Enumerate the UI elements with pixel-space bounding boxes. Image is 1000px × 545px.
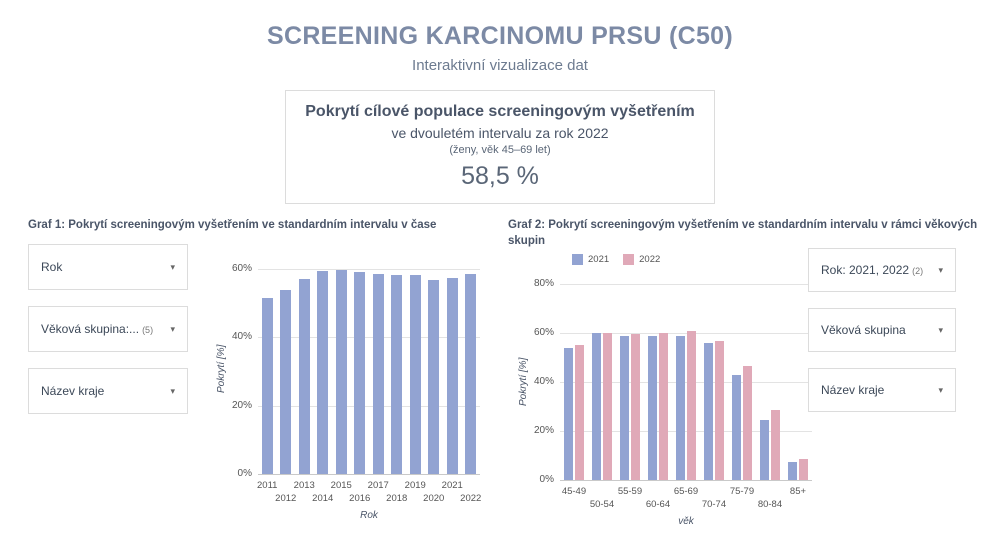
axis-baseline (258, 474, 480, 475)
page-title: SCREENING KARCINOMU PRSU (C50) (267, 22, 733, 50)
kpi-value: 58,5 % (461, 162, 539, 190)
bar[interactable] (336, 270, 347, 474)
bar[interactable] (659, 333, 668, 480)
bar[interactable] (564, 348, 573, 480)
filter-vekova-skupina[interactable] (28, 306, 188, 352)
bar[interactable] (788, 462, 797, 480)
bar[interactable] (317, 271, 328, 474)
bar[interactable] (687, 331, 696, 480)
legend-item[interactable] (572, 254, 609, 265)
filter-rok-2[interactable] (808, 248, 956, 292)
y-tick-label: 20% (533, 425, 554, 437)
legend-swatch (623, 254, 634, 265)
y-axis-label: Pokrytí [%] (216, 344, 227, 393)
filter-nazev-kraje[interactable] (28, 368, 188, 414)
y-tick-label: 60% (231, 263, 252, 275)
y-tick-label: 40% (533, 376, 554, 388)
bar[interactable] (391, 275, 402, 474)
kpi-card (285, 90, 715, 204)
bar[interactable] (715, 341, 724, 480)
bar[interactable] (575, 345, 584, 480)
chevron-down-icon[interactable]: ▾ (938, 264, 943, 275)
x-tick-label: 2019 (404, 480, 426, 491)
left-filters (28, 244, 188, 430)
bar[interactable] (280, 290, 291, 474)
chevron-down-icon[interactable]: ▾ (170, 323, 175, 334)
bar[interactable] (603, 333, 612, 480)
bar[interactable] (354, 272, 365, 474)
x-tick-label: 2018 (386, 493, 408, 504)
bar[interactable] (743, 366, 752, 480)
bar[interactable] (631, 334, 640, 480)
gridline (258, 269, 480, 270)
x-tick-label: 2021 (441, 480, 463, 491)
bar[interactable] (648, 336, 657, 480)
legend-label: 2021 (588, 254, 610, 265)
legend-label: 2022 (639, 254, 661, 265)
x-axis-label: Rok (360, 510, 378, 521)
y-tick-label: 20% (231, 399, 252, 411)
chart-1 (206, 244, 488, 534)
x-tick-label: 85+ (789, 486, 807, 497)
kpi-title: Pokrytí cílové populace screeningovým vyšetřením (305, 103, 695, 120)
y-tick-label: 40% (231, 331, 252, 343)
filter-vekova-skupina-label: Věková skupina:... (5) (41, 322, 154, 336)
x-tick-label: 2015 (330, 480, 352, 491)
x-tick-label: 2011 (257, 480, 278, 491)
x-tick-label: 70-74 (701, 499, 727, 510)
x-tick-label: 2017 (367, 480, 389, 491)
y-tick-label: 0% (539, 474, 554, 485)
chart2-title: Graf 2: Pokrytí screeningovým vyšetřením ve standardním intervalu v rámci věkových skupin (508, 219, 978, 247)
x-tick-label: 55-59 (617, 486, 643, 497)
bar[interactable] (732, 375, 741, 480)
chevron-down-icon[interactable]: ▾ (938, 324, 943, 335)
bar[interactable] (428, 280, 439, 474)
filter-rok-2-badge: (2) (912, 266, 924, 276)
bar[interactable] (799, 459, 808, 480)
filter-nazev-kraje-2[interactable] (808, 368, 956, 412)
x-tick-label: 75-79 (729, 486, 755, 497)
bar[interactable] (771, 410, 780, 480)
x-tick-label: 45-49 (561, 486, 587, 497)
y-tick-label: 60% (533, 327, 554, 339)
gridline (560, 284, 812, 285)
bar[interactable] (465, 274, 476, 474)
x-tick-label: 2016 (349, 493, 371, 504)
filter-rok-label: Rok (41, 260, 63, 274)
y-tick-label: 80% (533, 278, 554, 290)
x-tick-label: 80-84 (757, 499, 783, 510)
bar[interactable] (373, 274, 384, 474)
x-tick-label: 2022 (460, 493, 482, 504)
bar[interactable] (262, 298, 273, 474)
chart-2 (508, 250, 818, 535)
bar[interactable] (620, 336, 629, 480)
chevron-down-icon[interactable]: ▾ (938, 384, 943, 395)
chart-legend (572, 254, 660, 265)
chart1-title: Graf 1: Pokrytí screeningovým vyšetřením ve standardním intervalu v čase (28, 219, 437, 231)
x-tick-label: 2020 (423, 493, 445, 504)
kpi-subtitle: ve dvouletém intervalu za rok 2022 (391, 125, 609, 141)
filter-vekova-skupina-badge: (5) (142, 325, 154, 335)
axis-baseline (560, 480, 812, 481)
bar[interactable] (410, 275, 421, 474)
filter-vekova-skupina-2-label: Věková skupina (821, 323, 906, 337)
filter-vekova-skupina-2[interactable] (808, 308, 956, 352)
x-tick-label: 2012 (275, 493, 297, 504)
filter-rok[interactable] (28, 244, 188, 290)
bar[interactable] (299, 279, 310, 474)
bar[interactable] (592, 333, 601, 480)
chevron-down-icon[interactable]: ▾ (170, 385, 175, 396)
filter-nazev-kraje-2-label: Název kraje (821, 383, 885, 397)
chevron-down-icon[interactable]: ▾ (170, 261, 175, 272)
bar[interactable] (676, 336, 685, 480)
y-axis-label: Pokrytí [%] (518, 357, 529, 406)
filter-rok-2-label: Rok: 2021, 2022 (2) (821, 263, 924, 277)
bar[interactable] (760, 420, 769, 480)
bar[interactable] (704, 343, 713, 480)
legend-item[interactable] (623, 254, 660, 265)
x-tick-label: 65-69 (673, 486, 699, 497)
x-tick-label: 2014 (312, 493, 334, 504)
right-panel (508, 218, 978, 527)
x-tick-label: 2013 (293, 480, 315, 491)
x-axis-label: věk (678, 516, 694, 527)
y-tick-label: 0% (237, 468, 252, 479)
bar[interactable] (447, 278, 458, 474)
page-subtitle: Interaktivní vizualizace dat (412, 57, 588, 74)
x-tick-label: 60-64 (645, 499, 671, 510)
left-panel (28, 218, 488, 521)
right-filters (808, 248, 956, 428)
kpi-note: (ženy, věk 45–69 let) (449, 144, 551, 156)
legend-swatch (572, 254, 583, 265)
filter-nazev-kraje-label: Název kraje (41, 384, 105, 398)
x-tick-label: 50-54 (589, 499, 615, 510)
